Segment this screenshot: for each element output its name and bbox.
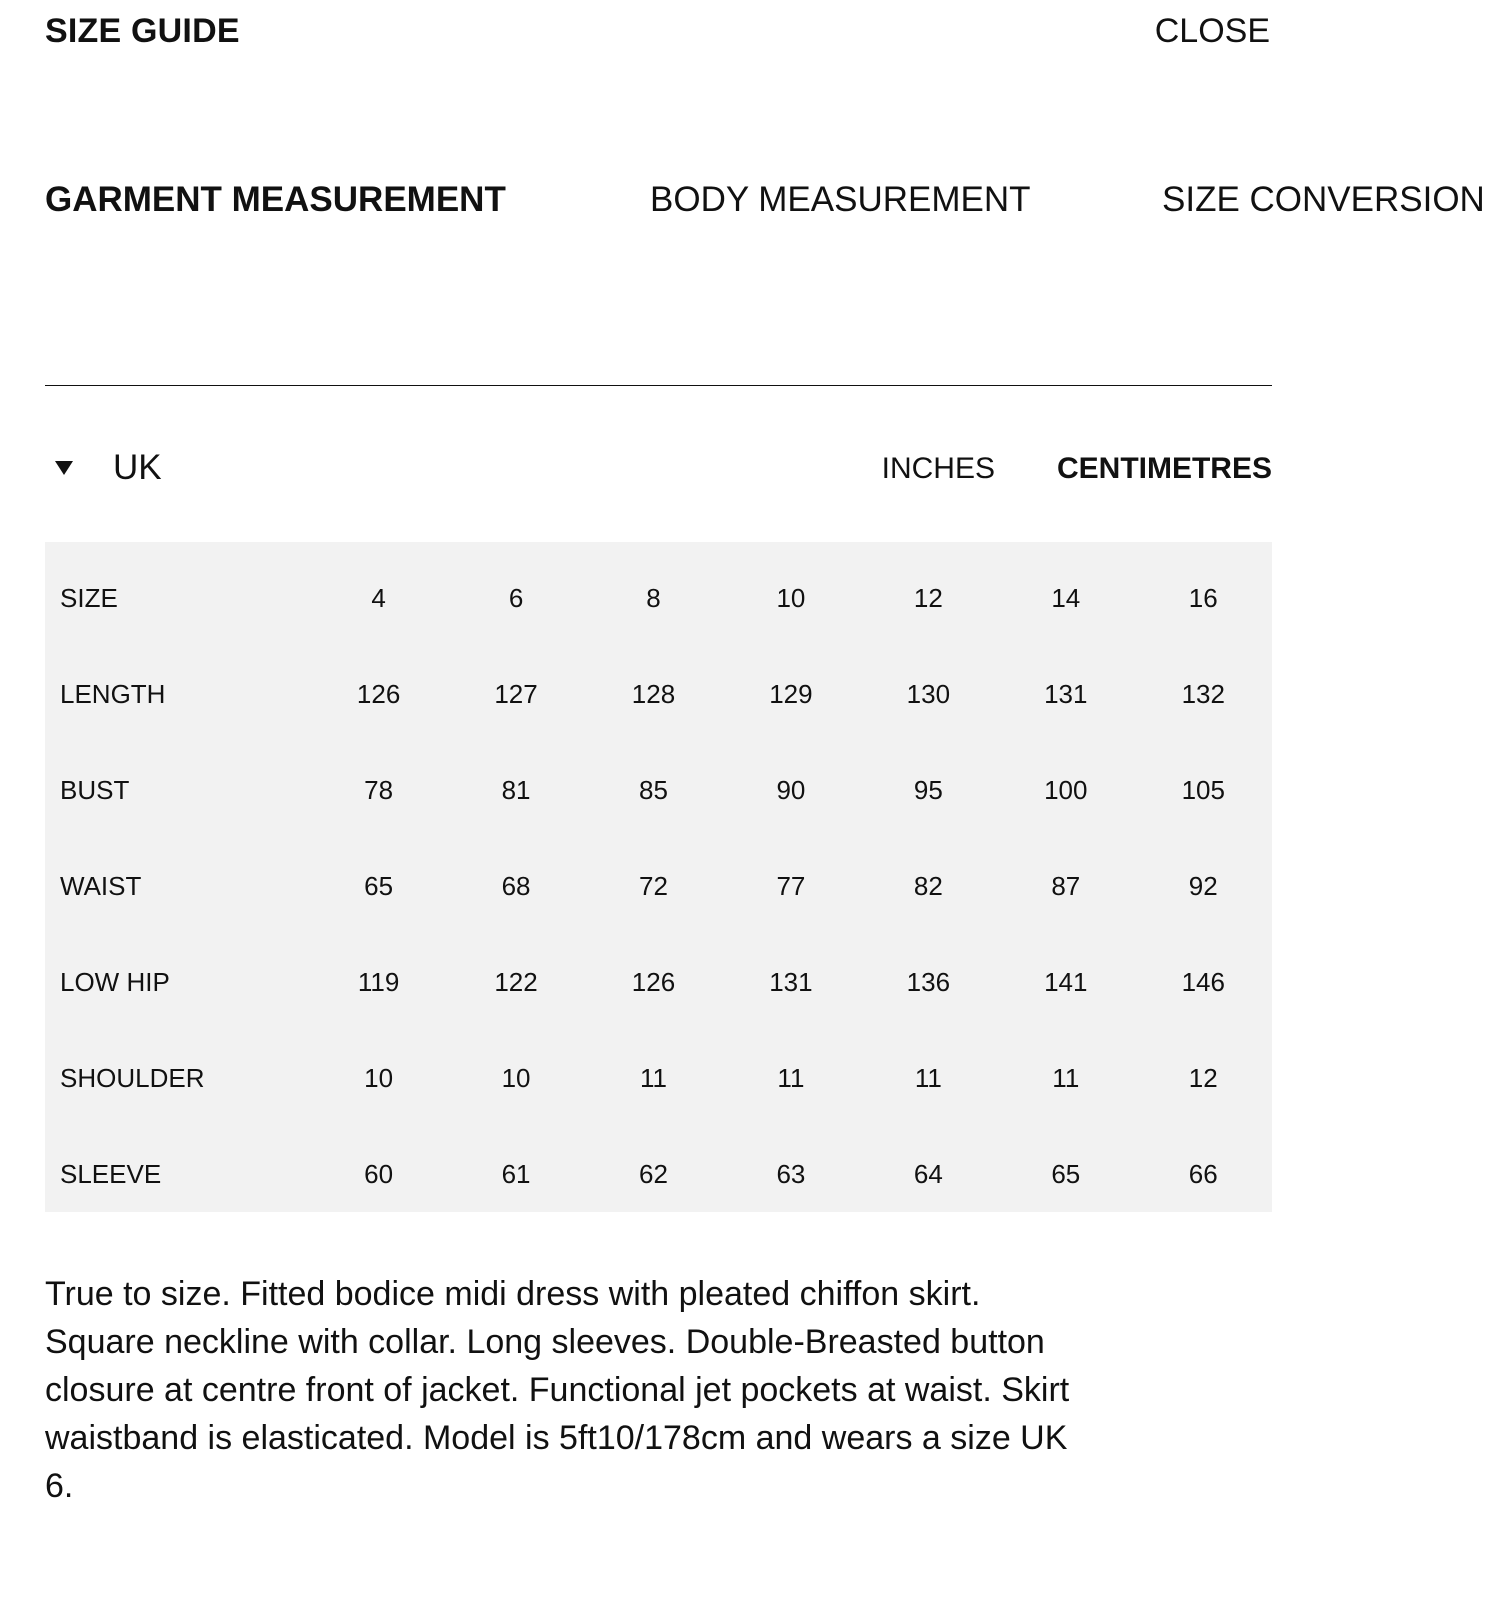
tab-size-conversion[interactable]: SIZE CONVERSION	[1162, 180, 1485, 219]
table-cell: 77	[776, 870, 806, 901]
table-cell: 4	[371, 582, 386, 613]
row-label: LENGTH	[60, 678, 166, 709]
table-row	[45, 934, 1272, 1030]
table-cell: 61	[501, 1158, 531, 1189]
table-row	[45, 838, 1272, 934]
table-cell: 10	[364, 1062, 394, 1093]
row-label: SIZE	[60, 582, 118, 613]
table-cell: 66	[1188, 1158, 1218, 1189]
row-label: SHOULDER	[60, 1062, 205, 1093]
table-row	[45, 742, 1272, 838]
unit-centimetres[interactable]: CENTIMETRES	[1056, 452, 1272, 485]
table-cell: 81	[501, 774, 531, 805]
table-cell: 11	[1052, 1062, 1080, 1093]
product-description: True to size. Fitted bodice midi dress with pleated chiffon skirt. Square neckline with collar. Long sleeves. Double-Breasted button closure at centre front of jacket. Functional jet pockets at waist. Skirt waistband is elasticated. Model is 5ft10/178cm and wears a size UK 6.	[45, 1275, 1070, 1505]
table-cell: 12	[913, 582, 943, 613]
table-cell: 65	[364, 870, 394, 901]
table-cell: 141	[1044, 966, 1088, 997]
table-cell: 92	[1188, 870, 1218, 901]
table-row	[45, 1126, 1272, 1222]
size-guide-title: SIZE GUIDE	[45, 12, 240, 50]
table-cell: 10	[776, 582, 806, 613]
table-cell: 11	[777, 1062, 805, 1093]
table-cell: 64	[913, 1158, 943, 1189]
table-cell: 87	[1051, 870, 1081, 901]
table-row	[45, 1030, 1272, 1126]
table-cell: 126	[356, 678, 401, 709]
table-cell: 10	[501, 1062, 531, 1093]
close-button[interactable]: CLOSE	[1154, 12, 1270, 50]
table-cell: 127	[494, 678, 538, 709]
table-cell: 129	[769, 678, 813, 709]
table-cell: 146	[1181, 966, 1225, 997]
row-label: SLEEVE	[60, 1158, 162, 1189]
table-cell: 65	[1051, 1158, 1081, 1189]
table-cell: 122	[494, 966, 538, 997]
table-cell: 63	[776, 1158, 806, 1189]
table-cell: 136	[906, 966, 951, 997]
table-cell: 11	[639, 1062, 667, 1093]
table-row	[45, 550, 1272, 646]
table-cell: 131	[1044, 678, 1088, 709]
unit-inches[interactable]: INCHES	[881, 452, 995, 485]
table-cell: 6	[508, 582, 524, 613]
table-cell: 128	[631, 678, 676, 709]
table-cell: 14	[1051, 582, 1081, 613]
table-cell: 16	[1188, 582, 1218, 613]
unit-toggle	[882, 452, 1272, 486]
region-dropdown[interactable]	[55, 448, 162, 488]
row-label: BUST	[60, 774, 130, 805]
table-cell: 11	[914, 1062, 942, 1093]
table-cell: 78	[364, 774, 394, 805]
measurement-tabs	[45, 180, 1485, 230]
table-cell: 100	[1044, 774, 1088, 805]
row-label: LOW HIP	[60, 966, 170, 997]
tab-garment-measurement[interactable]: GARMENT MEASUREMENT	[45, 180, 506, 219]
table-cell: 72	[639, 870, 668, 901]
table-cell: 90	[776, 774, 806, 805]
table-cell: 85	[639, 774, 668, 805]
table-cell: 132	[1181, 678, 1225, 709]
table-cell: 8	[646, 582, 661, 613]
table-cell: 62	[639, 1158, 668, 1189]
row-label: WAIST	[60, 870, 142, 901]
divider	[45, 385, 1272, 386]
table-row	[45, 646, 1272, 742]
table-cell: 119	[357, 966, 400, 997]
tab-body-measurement[interactable]: BODY MEASUREMENT	[650, 180, 1031, 219]
table-cell: 60	[364, 1158, 394, 1189]
table-cell: 12	[1188, 1062, 1218, 1093]
caret-down-icon	[55, 461, 73, 475]
table-cell: 82	[913, 870, 943, 901]
table-cell: 68	[501, 870, 531, 901]
table-cell: 95	[913, 774, 943, 805]
table-cell: 131	[769, 966, 813, 997]
region-label: UK	[113, 448, 162, 487]
table-cell: 126	[631, 966, 676, 997]
size-table	[45, 542, 1272, 1212]
table-cell: 130	[906, 678, 951, 709]
table-cell: 105	[1181, 774, 1225, 805]
